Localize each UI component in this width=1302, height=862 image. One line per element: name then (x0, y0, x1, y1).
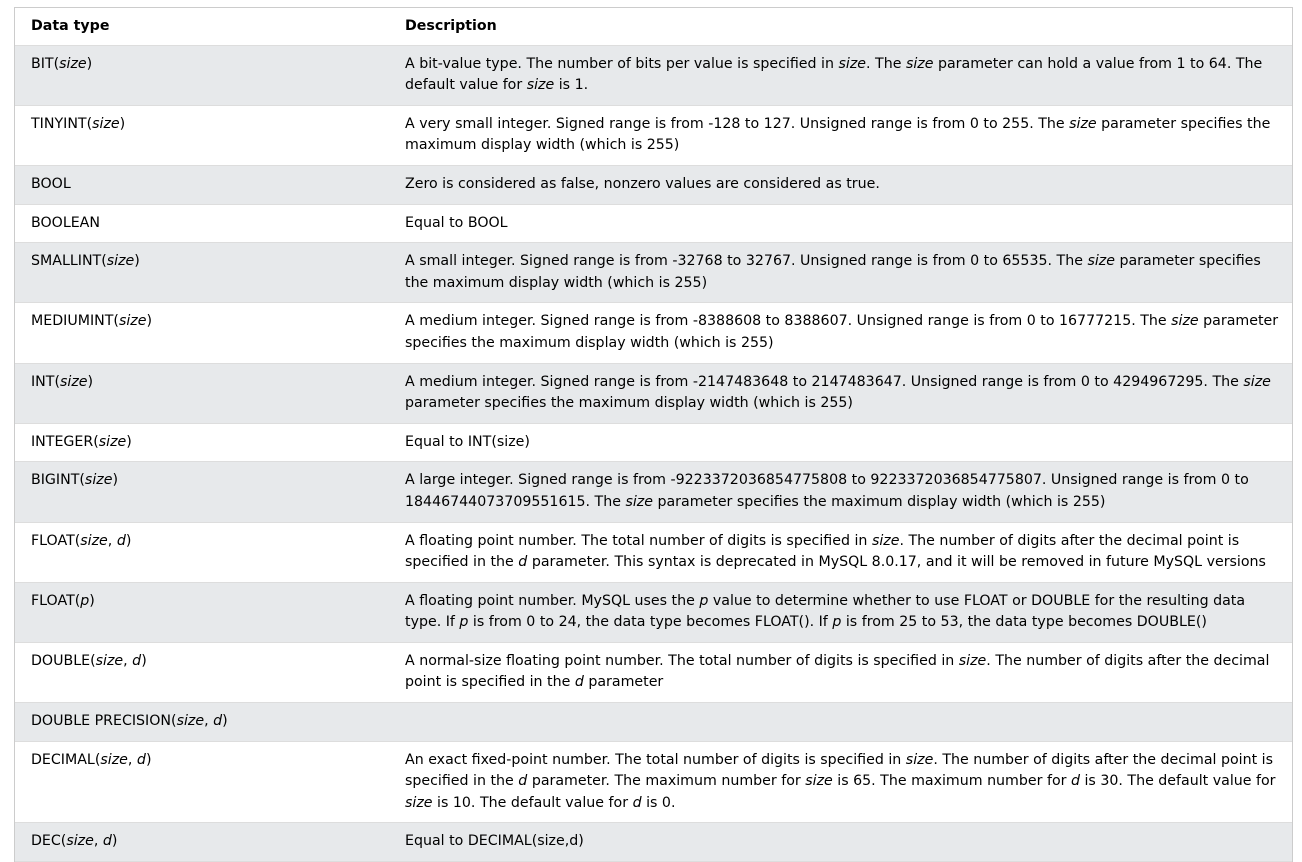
param-name: size (1069, 115, 1097, 132)
text-segment: A small integer. Signed range is from -32768 to 32767. Unsigned range is from 0 to 65535. The (405, 253, 1088, 270)
text-segment: FLOAT( (31, 592, 81, 609)
table-row (15, 204, 1292, 243)
text-segment: DOUBLE PRECISION( (31, 713, 177, 730)
text-segment: INTEGER( (31, 433, 99, 450)
text-segment: DECIMAL( (31, 751, 101, 768)
text-segment: , (204, 713, 214, 730)
description-cell (389, 703, 1292, 742)
text-segment: is from 0 to 24, the data type becomes FLOAT(). If (468, 614, 833, 631)
text-segment: ) (86, 55, 93, 72)
description-cell (389, 522, 1292, 582)
description-cell (389, 243, 1292, 303)
text-segment: . The (866, 55, 906, 72)
data-type-cell (15, 741, 389, 823)
text-segment: . The number of digits after the decimal point is specified in the (405, 652, 1270, 691)
text-segment: parameter specifies the maximum display width (which is 255) (405, 253, 1261, 291)
param-name: size (80, 532, 108, 549)
text-segment: ) (111, 833, 118, 850)
data-type-cell (15, 462, 389, 522)
param-name: size (66, 833, 94, 850)
data-type-cell (15, 243, 389, 303)
text-segment: parameter (583, 674, 664, 691)
text-segment: is 0. (641, 794, 676, 811)
text-segment: Equal to INT(size) (405, 433, 530, 450)
description-cell (389, 462, 1292, 522)
param-name: p (699, 592, 709, 609)
param-name: size (1171, 313, 1199, 330)
param-name: size (905, 55, 934, 72)
text-segment: BOOL (31, 175, 71, 192)
text-segment: ) (222, 713, 228, 730)
text-segment: ) (125, 532, 132, 549)
text-segment: A medium integer. Signed range is from -8388608 to 8388607. Unsigned range is from 0 to 16777215. The (405, 313, 1172, 330)
text-segment: parameter specifies the maximum display width (which is 255) (652, 493, 1106, 510)
text-segment: MEDIUMINT( (31, 313, 119, 330)
data-type-cell (15, 105, 389, 165)
data-type-cell (15, 703, 389, 742)
text-segment: parameter. The maximum number for (527, 773, 806, 790)
param-name: size (95, 652, 124, 669)
data-type-cell (15, 642, 389, 702)
data-types-table-container (14, 7, 1293, 862)
table-row (15, 303, 1292, 363)
text-segment: is 1. (554, 77, 589, 94)
data-type-cell (15, 303, 389, 363)
text-segment: , (127, 751, 137, 768)
text-segment: A medium integer. Signed range is from -2147483648 to 2147483647. Unsigned range is from 0 to 4294967295. The (405, 373, 1244, 390)
table-row (15, 741, 1292, 823)
table-row (15, 642, 1292, 702)
text-segment: DOUBLE( (31, 652, 96, 669)
text-segment: , (93, 833, 103, 850)
text-segment: parameter specifies the maximum display width (which is 255) (405, 313, 1279, 351)
text-segment: INT( (31, 373, 60, 390)
param-name: size (905, 751, 934, 768)
param-name: d (518, 554, 528, 571)
table-row (15, 823, 1292, 862)
param-name: size (405, 794, 433, 811)
param-name: size (871, 532, 900, 549)
text-segment: ) (145, 751, 152, 768)
text-segment: parameter specifies the maximum display width (which is 255) (405, 395, 853, 412)
description-cell (389, 303, 1292, 363)
table-row (15, 165, 1292, 204)
param-name: d (574, 674, 584, 691)
param-name: size (176, 713, 205, 730)
data-type-cell (15, 823, 389, 862)
data-type-cell (15, 522, 389, 582)
description-cell (389, 45, 1292, 105)
param-name: d (132, 652, 142, 669)
header-description: Description (405, 18, 497, 34)
param-name: d (102, 833, 112, 850)
text-segment: A floating point number. MySQL uses the (405, 592, 700, 609)
text-segment: BOOLEAN (31, 214, 101, 231)
data-type-cell (15, 423, 389, 462)
text-segment: FLOAT( (31, 532, 81, 549)
text-segment: A floating point number. The total number of digits is specified in (405, 532, 872, 549)
param-name: d (632, 794, 642, 811)
table-row (15, 462, 1292, 522)
table-row (15, 703, 1292, 742)
description-cell (389, 423, 1292, 462)
text-segment: is 10. The default value for (432, 794, 633, 811)
param-name: size (60, 373, 88, 390)
text-segment: An exact fixed-point number. The total number of digits is specified in (405, 751, 906, 768)
data-type-cell (15, 363, 389, 423)
text-segment: ) (87, 373, 94, 390)
table-row (15, 522, 1292, 582)
text-segment: Equal to BOOL (405, 214, 508, 231)
text-segment: TINYINT( (31, 115, 93, 132)
param-name: d (1070, 773, 1080, 790)
text-segment: SMALLINT( (31, 253, 107, 270)
param-name: size (106, 253, 135, 270)
text-segment: , (123, 652, 133, 669)
table-row (15, 582, 1292, 642)
param-name: size (1087, 253, 1115, 270)
description-cell (389, 105, 1292, 165)
description-cell (389, 823, 1292, 862)
param-name: size (838, 55, 867, 72)
description-cell (389, 741, 1292, 823)
table-row (15, 105, 1292, 165)
param-name: d (136, 751, 146, 768)
text-segment: ) (119, 115, 126, 132)
table-body (15, 45, 1292, 861)
text-segment: value to determine whether to use FLOAT or DOUBLE for the resulting data type. If (405, 592, 1246, 631)
text-segment: parameter can hold a value from 1 to 64. The default value for (405, 55, 1263, 94)
text-segment: . The number of digits after the decimal point is specified in the (405, 751, 1273, 790)
description-cell (389, 363, 1292, 423)
param-name: size (100, 751, 128, 768)
description-cell (389, 642, 1292, 702)
text-segment: ) (146, 313, 153, 330)
param-name: size (92, 115, 120, 132)
text-segment: is from 25 to 53, the data type becomes DOUBLE() (841, 614, 1207, 631)
param-name: size (84, 472, 113, 489)
description-cell (389, 165, 1292, 204)
data-type-cell (15, 45, 389, 105)
param-name: d (213, 713, 223, 730)
text-segment: parameter specifies the maximum display width (which is 255) (405, 115, 1271, 154)
table-row (15, 243, 1292, 303)
param-name: size (958, 652, 987, 669)
param-name: size (59, 55, 87, 72)
text-segment: . The number of digits after the decimal point is specified in the (405, 532, 1240, 571)
data-types-table (15, 8, 1292, 862)
description-cell (389, 582, 1292, 642)
param-name: p (832, 614, 842, 631)
param-name: p (80, 592, 90, 609)
text-segment: ) (134, 253, 140, 270)
param-name: size (1243, 373, 1271, 390)
table-header-row (15, 8, 1292, 45)
text-segment: DEC( (31, 833, 67, 850)
param-name: size (526, 77, 555, 94)
text-segment: BIT( (31, 55, 60, 72)
param-name: d (518, 773, 528, 790)
text-segment: ) (89, 592, 95, 609)
text-segment: A normal-size floating point number. The total number of digits is specified in (405, 652, 959, 669)
data-type-cell (15, 165, 389, 204)
param-name: size (118, 313, 147, 330)
text-segment: Equal to DECIMAL(size,d) (405, 833, 584, 850)
data-type-cell (15, 582, 389, 642)
param-name: p (459, 614, 469, 631)
text-segment: Zero is considered as false, nonzero values are considered as true. (405, 175, 880, 192)
text-segment: A very small integer. Signed range is from -128 to 127. Unsigned range is from 0 to 255. The (405, 115, 1070, 132)
text-segment: A large integer. Signed range is from -9223372036854775808 to 9223372036854775807. Unsigned range is from 0 to 18446744073709551615. The (405, 472, 1249, 510)
text-segment: A bit-value type. The number of bits per value is specified in (405, 55, 839, 72)
text-segment: ) (126, 433, 132, 450)
text-segment: , (107, 532, 117, 549)
text-segment: is 65. The maximum number for (832, 773, 1071, 790)
table-row (15, 45, 1292, 105)
text-segment: BIGINT( (31, 472, 85, 489)
text-segment: ) (141, 652, 147, 669)
param-name: size (625, 493, 653, 510)
text-segment: ) (112, 472, 118, 489)
data-type-cell (15, 204, 389, 243)
table-row (15, 363, 1292, 423)
param-name: d (116, 532, 126, 549)
param-name: size (98, 433, 127, 450)
text-segment: parameter. This syntax is deprecated in MySQL 8.0.17, and it will be removed in future MySQL versions (527, 554, 1266, 571)
description-cell (389, 204, 1292, 243)
param-name: size (805, 773, 833, 790)
text-segment: is 30. The default value for (1079, 773, 1276, 790)
table-row (15, 423, 1292, 462)
header-data-type: Data type (31, 18, 110, 34)
